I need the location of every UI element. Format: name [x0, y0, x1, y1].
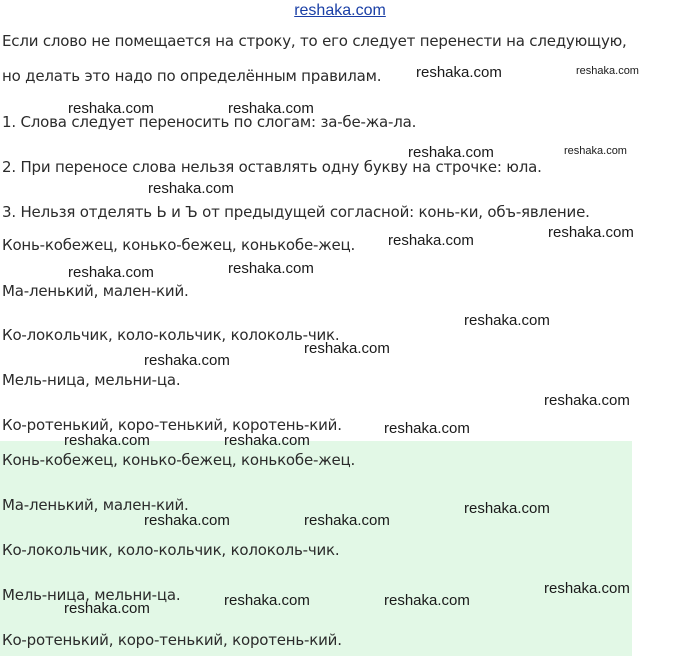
watermark: reshaka.com: [408, 144, 494, 161]
watermark: reshaka.com: [384, 420, 470, 437]
watermark: reshaka.com: [68, 100, 154, 117]
watermark: reshaka.com: [64, 600, 150, 617]
watermark: reshaka.com: [304, 512, 390, 529]
watermark: reshaka.com: [224, 592, 310, 609]
watermark: reshaka.com: [228, 260, 314, 277]
rule-1: 1. Слова следует переносить по слогам: за-бе-жа-ла.: [2, 113, 417, 131]
answer-line-3: Ко-локольчик, коло-кольчик, колоколь-чик.: [2, 541, 340, 559]
exercise-line-4: Мель-ница, мельни-ца.: [2, 371, 181, 389]
rule-3: 3. Нельзя отделять Ь и Ъ от предыдущей согласной: конь-ки, объ-явление.: [2, 203, 590, 221]
watermark: reshaka.com: [64, 432, 150, 449]
watermark: reshaka.com: [544, 580, 630, 597]
watermark: reshaka.com: [416, 64, 502, 81]
watermark: reshaka.com: [304, 340, 390, 357]
exercise-line-1: Конь-кобежец, конько-бежец, конькобе-жец.: [2, 236, 356, 254]
exercise-line-3: Ко-локольчик, коло-кольчик, колоколь-чик.: [2, 326, 340, 344]
watermark: reshaka.com: [144, 352, 230, 369]
answer-line-5: Ко-ротенький, коро-тенький, коротень-кий.: [2, 631, 342, 649]
exercise-line-2: Ма-ленький, мален-кий.: [2, 282, 189, 300]
watermark: reshaka.com: [548, 224, 634, 241]
watermark: reshaka.com: [576, 65, 639, 77]
site-link[interactable]: reshaka.com: [294, 2, 386, 19]
exercise-line-5: Ко-ротенький, коро-тенький, коротень-кий.: [2, 416, 342, 434]
answer-line-1: Конь-кобежец, конько-бежец, конькобе-жец.: [2, 451, 356, 469]
answer-line-4: Мель-ница, мельни-ца.: [2, 586, 181, 604]
intro-line-2: но делать это надо по определённым правилам.: [2, 67, 382, 85]
intro-line-1: Если слово не помещается на строку, то его следует перенести на следующую,: [2, 32, 627, 50]
watermark: reshaka.com: [384, 592, 470, 609]
watermark: reshaka.com: [464, 312, 550, 329]
watermark: reshaka.com: [388, 232, 474, 249]
watermark: reshaka.com: [228, 100, 314, 117]
rule-2: 2. При переносе слова нельзя оставлять одну букву на строчке: юла.: [2, 158, 542, 176]
watermark: reshaka.com: [144, 512, 230, 529]
watermark: reshaka.com: [148, 180, 234, 197]
watermark: reshaka.com: [564, 145, 627, 157]
watermark: reshaka.com: [544, 392, 630, 409]
watermark: reshaka.com: [68, 264, 154, 281]
answer-line-2: Ма-ленький, мален-кий.: [2, 496, 189, 514]
watermark: reshaka.com: [224, 432, 310, 449]
watermark: reshaka.com: [464, 500, 550, 517]
